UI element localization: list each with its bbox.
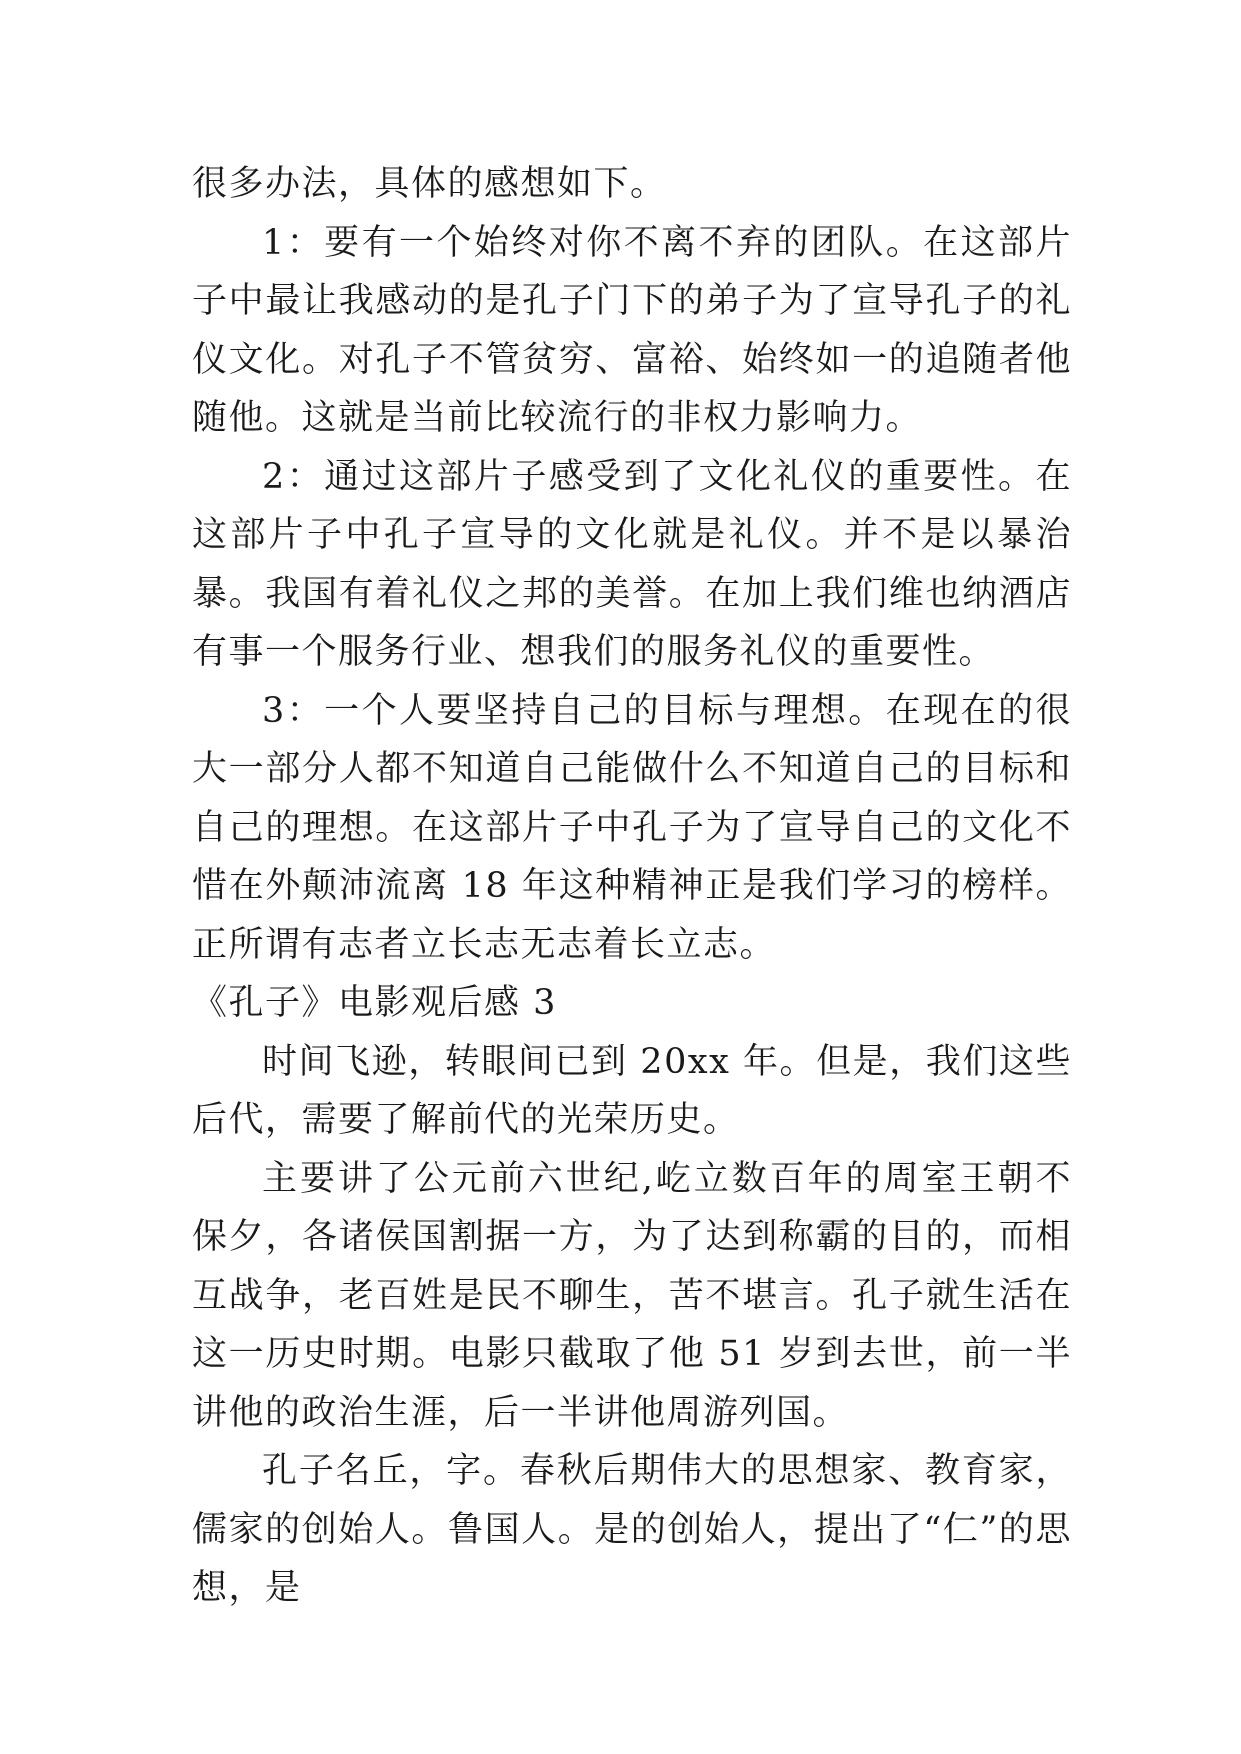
paragraph: 主要讲了公元前六世纪,屹立数百年的周室王朝不保夕，各诸侯国割据一方，为了达到称霸的目的，而相互战争，老百姓是民不聊生，苦不堪言。孔子就生活在这一历史时期。电影只截取了他 51 岁到去世，前一半讲他的政治生涯，后一半讲他周游列国。: [192, 1158, 1072, 1433]
paragraph: 2：通过这部片子感受到了文化礼仪的重要性。在这部片子中孔子宣导的文化就是礼仪。并不是以暴治暴。我国有着礼仪之邦的美誉。在加上我们维也纳酒店有事一个服务行业、想我们的服务礼仪的重要性。: [192, 456, 1072, 672]
document-body: [192, 155, 1072, 1618]
paragraph: 孔子名丘，字。春秋后期伟大的思想家、教育家，儒家的创始人。鲁国人。是的创始人，提出了“仁”的思想，是: [192, 1451, 1072, 1608]
paragraph: 时间飞逊，转眼间已到 20xx 年。但是，我们这些后代，需要了解前代的光荣历史。: [192, 1041, 1072, 1140]
paragraph: 1：要有一个始终对你不离不弃的团队。在这部片子中最让我感动的是孔子门下的弟子为了宣导孔子的礼仪文化。对孔子不管贫穷、富裕、始终如一的追随者他随他。这就是当前比较流行的非权力影响力。: [192, 222, 1072, 438]
paragraph: 很多办法，具体的感想如下。: [192, 164, 667, 204]
paragraph: 3：一个人要坚持自己的目标与理想。在现在的很大一部分人都不知道自己能做什么不知道自己的目标和自己的理想。在这部片子中孔子为了宣导自己的文化不惜在外颠沛流离 18 年这种精神正是我们学习的榜样。正所谓有志者立长志无志着长立志。: [192, 690, 1072, 965]
section-heading: 《孔子》电影观后感 3: [192, 983, 557, 1023]
